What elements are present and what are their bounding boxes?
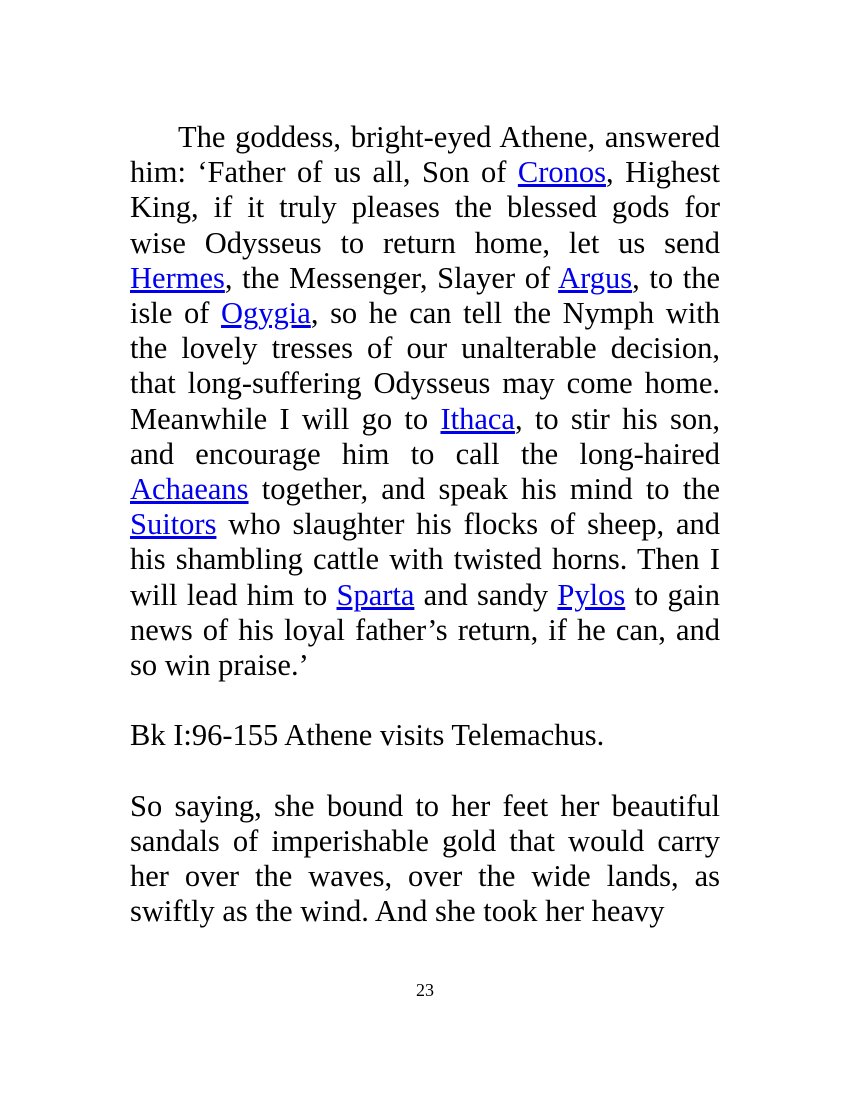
link-sparta[interactable]: Sparta [336,577,415,612]
text-segment: , the Messenger, Slayer of [224,260,559,295]
paragraph-sandals: So saying, she bound to her feet her beautiful sandals of imperishable gold that would carry her over the waves, over the wide lands, as swiftly as the wind. And she took her heavy [130,788,720,929]
text-segment: The goddess, bright-eyed Athene, answered him: ‘Father of us all, Son of [130,120,720,190]
link-pylos[interactable]: Pylos [557,577,626,612]
link-achaeans[interactable]: Achaeans [130,472,249,507]
text-segment: , to the isle of [130,260,720,331]
text-segment: together, and speak his mind to the [248,472,720,507]
link-hermes[interactable]: Hermes [130,260,225,295]
text-segment: to gain news of his loyal father’s return, if he can, and so win praise.’ [130,577,720,683]
link-cronos[interactable]: Cronos [517,155,606,190]
section-heading: Bk I:96-155 Athene visits Telemachus. [130,718,605,753]
text-segment: , Highest King, if it truly pleases the blessed gods for wise Odysseus to return home, let us send [130,155,720,260]
paragraph-athene-answer [130,120,720,683]
page-number: 23 [416,980,434,1000]
page-body [130,120,720,930]
link-argus[interactable]: Argus [558,260,633,295]
text-segment: and sandy [414,577,558,612]
link-ogygia[interactable]: Ogygia [221,296,311,331]
link-suitors[interactable]: Suitors [130,507,217,542]
text-segment: , so he can tell the Nymph with the lovely tresses of our unalterable decision, that long-suffering Odysseus may come home. Meanwhile I will go to [130,296,720,436]
text-segment: , to stir his son, and encourage him to call the long-haired [130,401,720,471]
text-segment: who slaughter his flocks of sheep, and his shambling cattle with twisted horns. Then I will lead him to [130,507,720,612]
link-ithaca[interactable]: Ithaca [440,401,515,436]
